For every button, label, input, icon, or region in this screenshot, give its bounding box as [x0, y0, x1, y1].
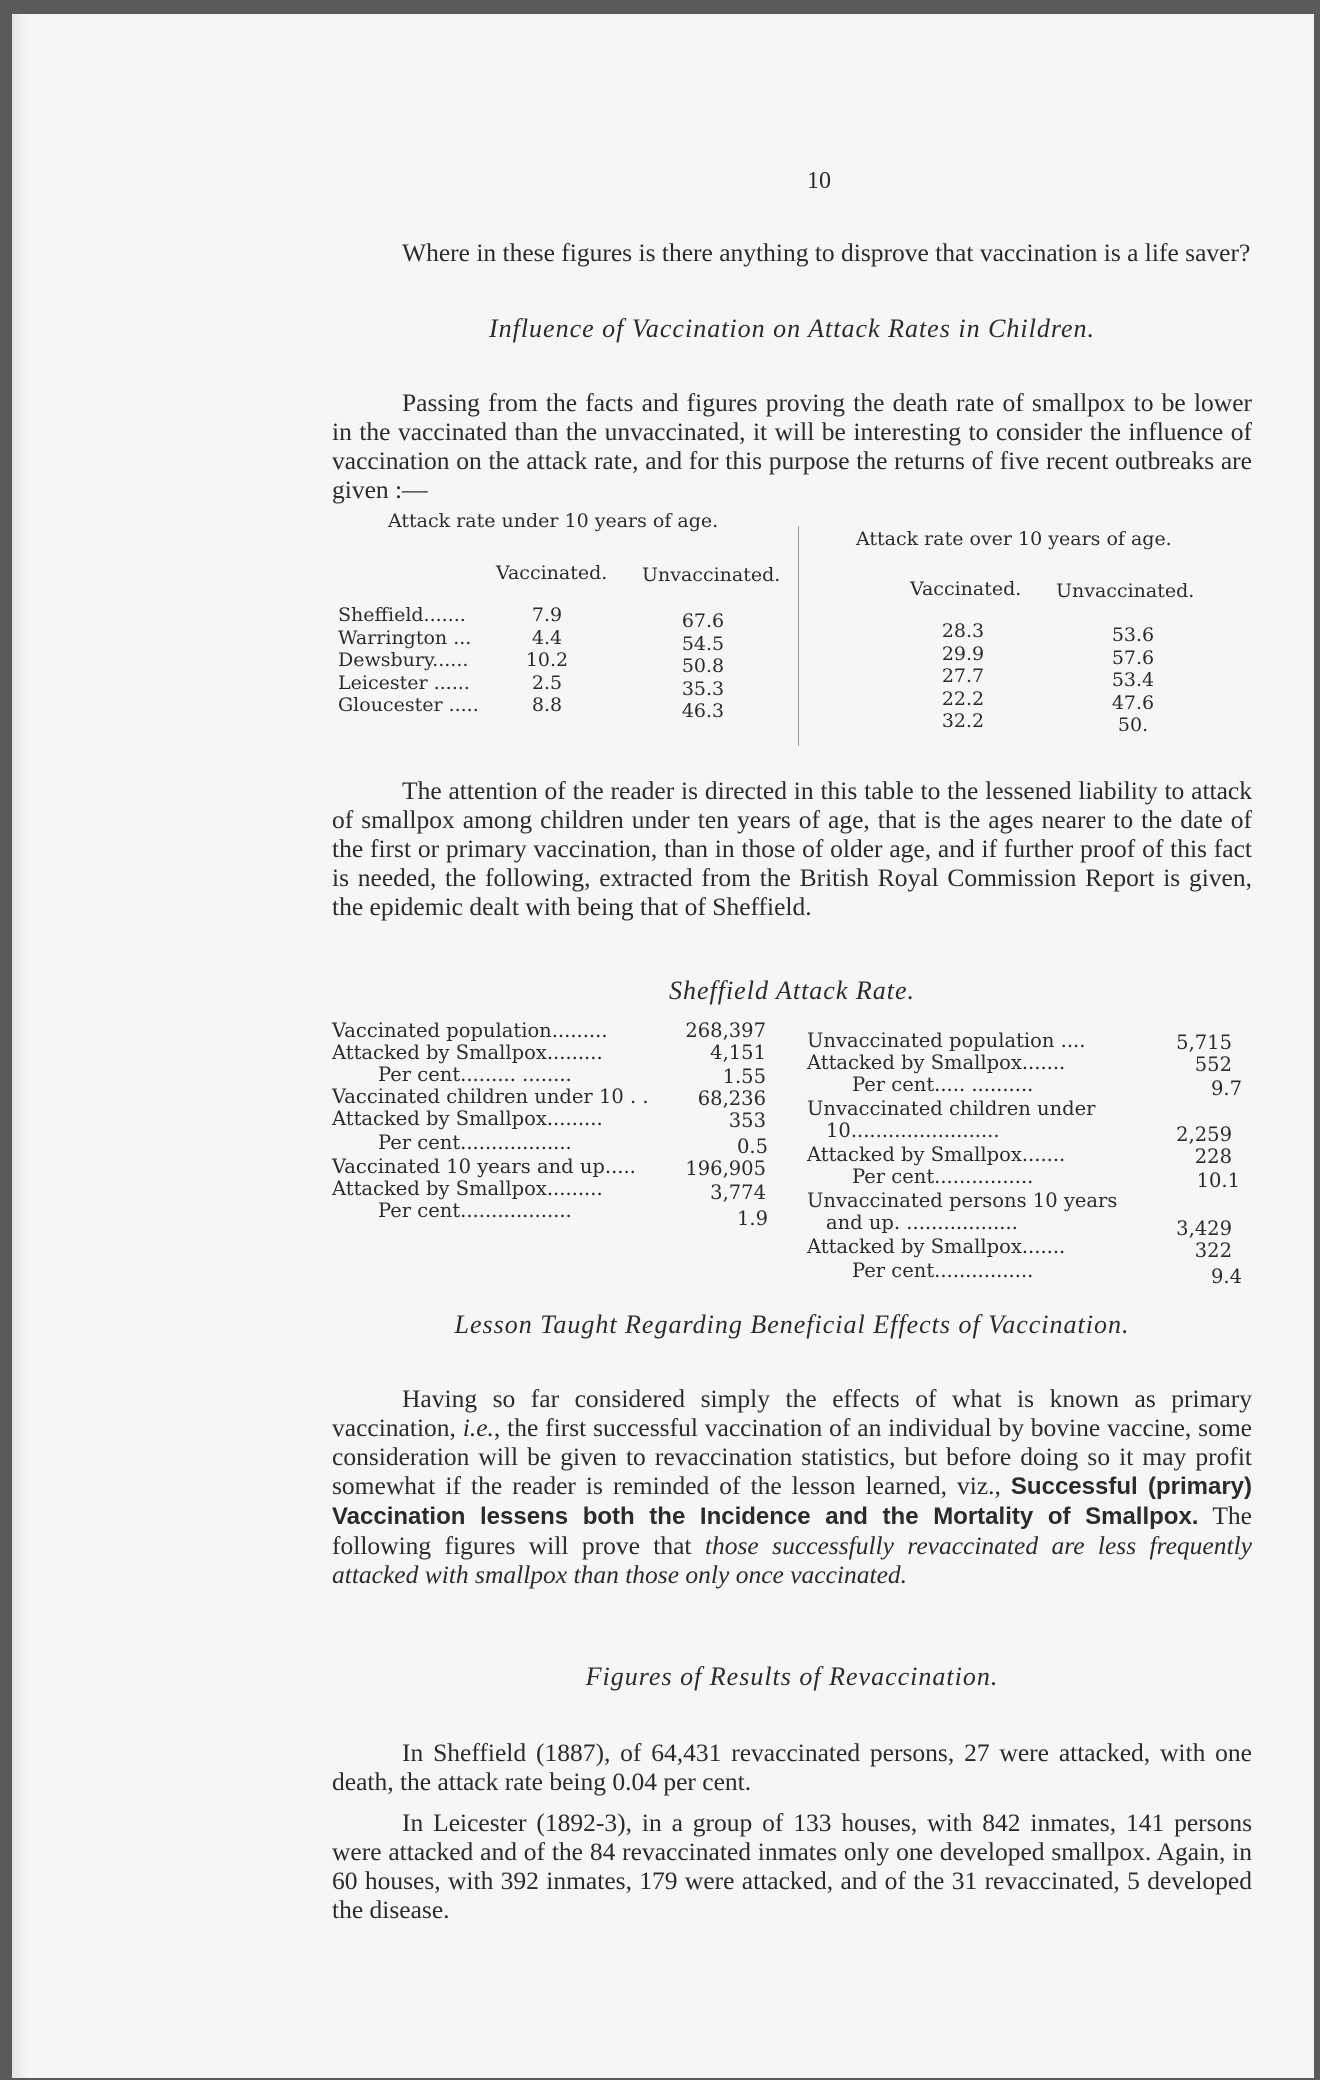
table-cell: 10.2 [525, 649, 569, 671]
sheffield-right-label: Attacked by Smallpox....... [807, 1235, 1066, 1258]
table-cell: 29.9 [941, 642, 985, 665]
sheffield-left-label: Per cent.................. [378, 1131, 572, 1154]
table-cell: 46.3 [681, 700, 725, 722]
intro-paragraph: Where in these figures is there anything to disprove that vaccination is a life saver? [402, 237, 1251, 267]
sheffield-left-label: Vaccinated population......... [332, 1019, 608, 1042]
sheffield-right-value: 2,259 [1176, 1123, 1232, 1146]
sheffield-left-label: Vaccinated 10 years and up..... [332, 1155, 636, 1178]
sheffield-left-value: 68,236 [697, 1087, 766, 1110]
document-page [12, 14, 1314, 2078]
over10-col-vaccinated: Vaccinated. [910, 578, 1022, 600]
town-name: Gloucester ..... [338, 694, 479, 716]
table-cell: 22.2 [941, 687, 985, 710]
table-cell: 4.4 [531, 626, 563, 649]
sheffield-left-label: Per cent......... ........ [378, 1063, 572, 1086]
sheffield-left-label: Attacked by Smallpox......... [332, 1041, 603, 1064]
sheffield-left-value: 196,905 [685, 1157, 766, 1180]
sheffield-left-value: 4,151 [710, 1041, 766, 1064]
sheffield-left-label: Per cent.................. [378, 1199, 572, 1222]
table-cell: 67.6 [681, 610, 725, 632]
table-cell: 50. [1117, 714, 1149, 736]
paragraph-sheffield-1887: In Sheffield (1887), of 64,431 revaccinated persons, 27 were attacked, with one death, the attack rate being 0.04 per cent. [332, 1737, 1252, 1796]
table-cell: 28.3 [941, 620, 985, 642]
sheffield-left-label: Vaccinated children under 10 . . [332, 1085, 649, 1108]
sheffield-right-value: 9.4 [1210, 1265, 1242, 1288]
sheffield-right-label: Per cent................ [852, 1259, 1034, 1282]
sheffield-right-value: 10.1 [1196, 1169, 1240, 1192]
lesson-text-ie: i.e. [462, 1412, 494, 1442]
table-cell: 53.6 [1111, 624, 1155, 646]
over10-vaccinated-values [928, 620, 998, 733]
sheffield-right-label: Unvaccinated population .... [807, 1029, 1086, 1052]
town-name: Dewsbury...... [338, 649, 469, 671]
town-name: Warrington ... [338, 626, 472, 649]
table-cell: 27.7 [941, 665, 985, 687]
sheffield-left-value: 268,397 [685, 1019, 766, 1042]
sheffield-left-label: Attacked by Smallpox......... [332, 1107, 603, 1130]
paragraph-passing: Passing from the facts and figures proving the death rate of smallpox to be lower in the vaccinated than the unvaccinated, it will be interesting to consider the influence of vaccination on the attack rate, and for this purpose the returns of five recent outbreaks are given :— [332, 387, 1252, 504]
town-name: Sheffield....... [338, 604, 466, 626]
under10-col-vaccinated: Vaccinated. [496, 562, 608, 584]
paragraph-lesson [332, 1384, 1252, 1589]
sheffield-right-label: 10........................ [826, 1119, 1000, 1142]
table-cell: 54.5 [681, 632, 725, 655]
sheffield-right-value: 5,715 [1176, 1031, 1232, 1054]
lesson-bold-statement: Successful (primary) Vaccination lessens both the Incidence and the Mortality of Smallpox. [332, 1472, 1252, 1530]
under10-vaccinated-values [512, 604, 582, 717]
sheffield-left-value: 0.5 [736, 1135, 768, 1158]
sheffield-right-label: Per cent................ [852, 1165, 1034, 1188]
over10-col-unvaccinated: Unvaccinated. [1056, 580, 1195, 602]
page-number: 10 [807, 168, 831, 194]
town-name: Leicester ...... [338, 671, 470, 694]
sheffield-right-label: and up. .................. [826, 1211, 1018, 1234]
sheffield-right-label: Per cent..... .......... [852, 1073, 1034, 1096]
lesson-text-2: , the first successful vaccination of an individual by bovine vaccine, some consideration will be given to revaccination statistics, but before doing so it may profit somewhat if the reader is reminded of the lesson learned, viz., [332, 1412, 1252, 1500]
table-cell: 47.6 [1111, 691, 1155, 714]
under10-col-unvaccinated: Unvaccinated. [642, 564, 781, 586]
table-cell: 8.8 [531, 694, 563, 716]
lesson-text-3: The following figures will prove that [332, 1500, 1253, 1560]
sheffield-right-label: Unvaccinated children under [807, 1097, 1096, 1120]
paragraph-leicester: In Leicester (1892-3), in a group of 133 houses, with 842 inmates, 141 persons were attacked and of the 84 revaccinated inmates only one developed smallpox. Again, in 60 houses, with 392 inmates, 179 were attacked, and of the 31 revaccinated, 5 developed the disease. [332, 1807, 1252, 1924]
table-cell: 35.3 [681, 677, 725, 700]
sheffield-left-value: 353 [728, 1109, 766, 1132]
sheffield-left-value: 1.9 [736, 1207, 768, 1230]
sheffield-left-label: Attacked by Smallpox......... [332, 1177, 603, 1200]
sheffield-right-value: 322 [1194, 1239, 1232, 1262]
sheffield-right-value: 552 [1194, 1053, 1232, 1076]
table-cell: 57.6 [1111, 646, 1155, 669]
sheffield-left-value: 3,774 [710, 1181, 766, 1204]
heading-lesson-taught: Lesson Taught Regarding Beneficial Effects of Vaccination. [454, 1310, 1130, 1339]
sheffield-left-value: 1.55 [722, 1065, 766, 1088]
table-divider [798, 526, 799, 746]
heading-attack-rates-children: Influence of Vaccination on Attack Rates in Children. [488, 314, 1096, 343]
heading-sheffield-attack-rate: Sheffield Attack Rate. [668, 976, 916, 1005]
table-cell: 53.4 [1111, 669, 1155, 691]
table-cell: 50.8 [681, 655, 725, 677]
table-cell: 32.2 [941, 710, 985, 732]
paragraph-attention: The attention of the reader is directed in this table to the lessened liability to attack of smallpox among children under ten years of age, that is the ages nearer to the date of the first or primary vaccination, than in those of older age, and if further proof of this fact is needed, the following, extracted from the British Royal Commission Report is given, the epidemic dealt with being that of Sheffield. [332, 775, 1252, 921]
heading-figures-revaccination: Figures of Results of Revaccination. [585, 1662, 999, 1691]
lesson-italic-statement: those successfully revaccinated are less frequently attacked with smallpox than those only once vaccinated. [332, 1530, 1252, 1589]
over10-title: Attack rate over 10 years of age. [856, 528, 1172, 550]
town-names [338, 604, 479, 717]
sheffield-right-value: 3,429 [1176, 1217, 1232, 1240]
sheffield-right-label: Attacked by Smallpox....... [807, 1143, 1066, 1166]
sheffield-right-value: 228 [1194, 1145, 1232, 1168]
table-cell: 2.5 [531, 671, 563, 694]
sheffield-right-label: Attacked by Smallpox....... [807, 1051, 1066, 1074]
over10-unvaccinated-values [1098, 624, 1168, 737]
sheffield-right-value: 9.7 [1210, 1077, 1242, 1100]
lesson-text-1: Having so far considered simply the effects of what is known as primary vaccination, [332, 1383, 1252, 1442]
under10-unvaccinated-values [668, 610, 738, 723]
sheffield-right-label: Unvaccinated persons 10 years [807, 1189, 1118, 1212]
table-cell: 7.9 [531, 604, 563, 626]
under10-title: Attack rate under 10 years of age. [388, 510, 719, 532]
